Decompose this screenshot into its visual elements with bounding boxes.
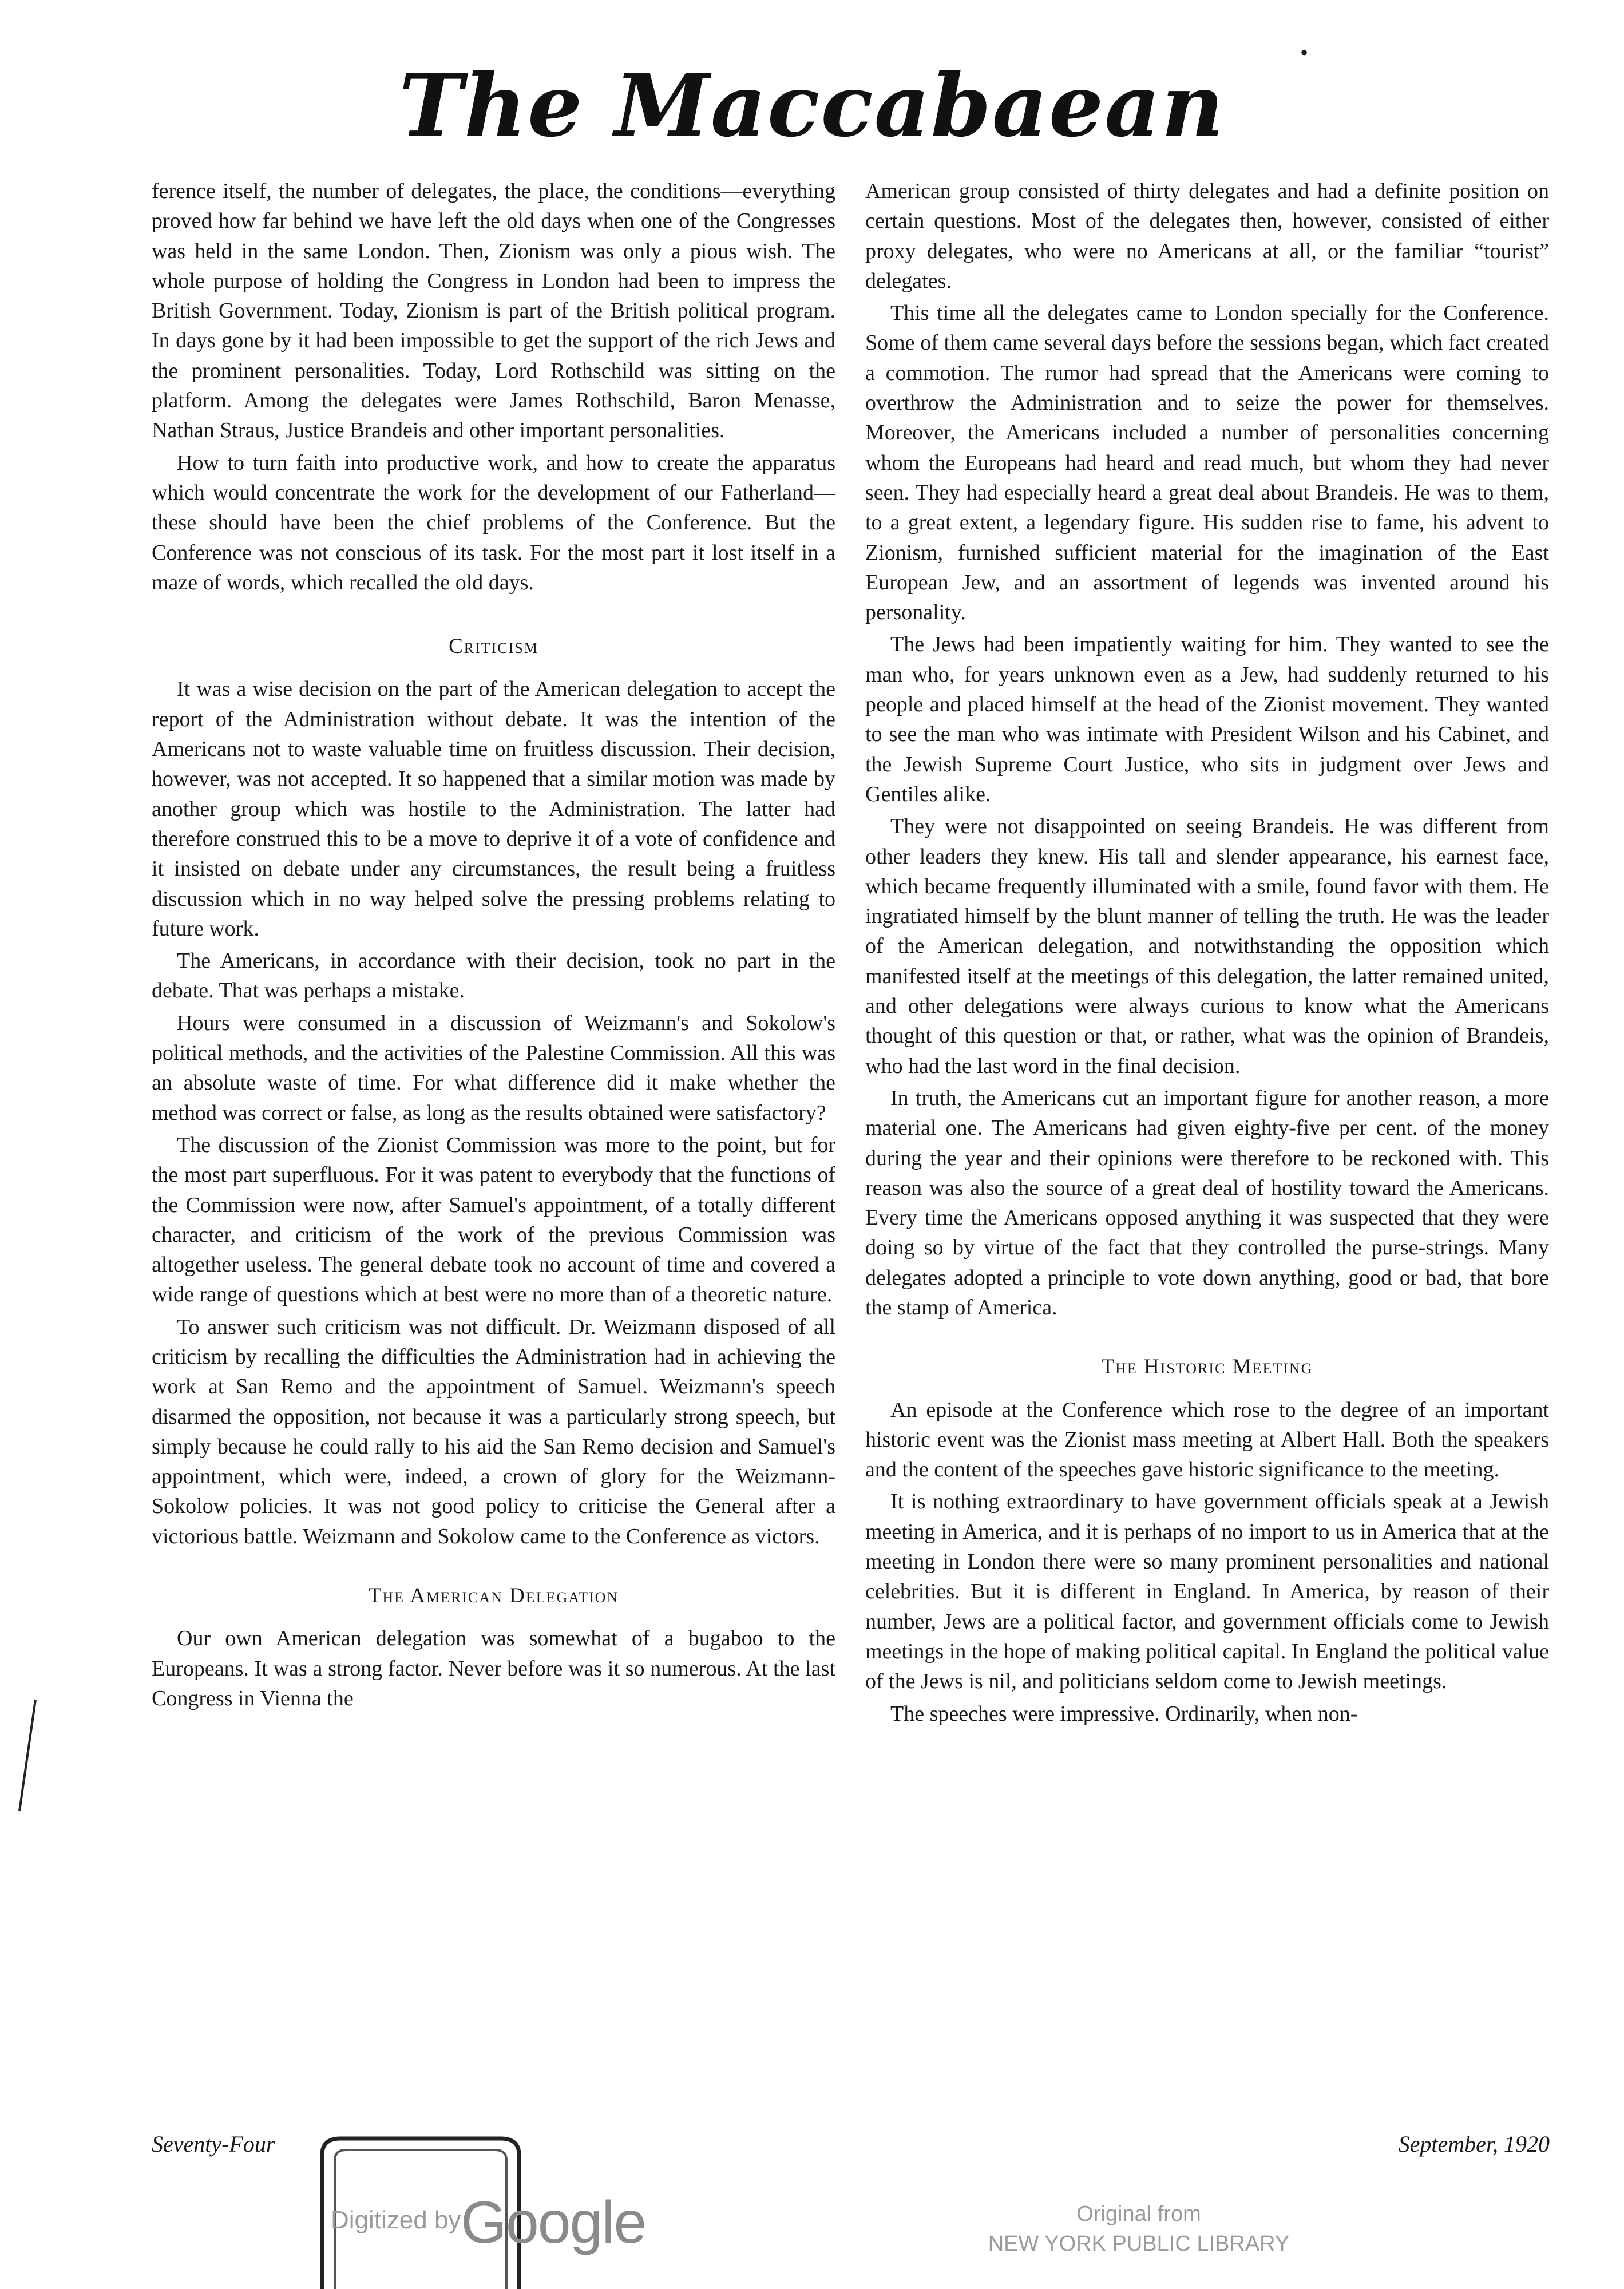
section-heading-criticism: Criticism — [449, 635, 538, 659]
right-column — [865, 176, 1549, 1731]
original-from-text: Original from — [1076, 2202, 1201, 2226]
library-name-text: NEW YORK PUBLIC LIBRARY — [988, 2232, 1290, 2256]
right-paragraph-8: The speeches were impressive. Ordinarily, when non- — [890, 1701, 1358, 1726]
left-paragraph-5: Hours were consumed in a discussion of Weizmann's and Sokolow's political methods, and the activities of the Palestine Commission. All this was an absolute waste of time. For what difference did it make whether the method was correct or false, as long as the results obtained were satisfactory? — [152, 1011, 835, 1125]
left-column — [152, 176, 835, 1716]
right-paragraph-2: This time all the delegates came to London specially for the Conference. Some of them came several days before the sessions began, which fact created a commotion. The rumor had spread that the Americans were coming to overthrow the Administration and to seize the power for themselves. Moreover, the Americans included a number of personalities concerning whom the Europeans had heard and read much, but whom they had never seen. They had especially heard a great deal about Brandeis. He was to them, to a great extent, a legendary figure. His sudden rise to fame, his advent to Zionism, furnished sufficient material for the imagination of the East European Jew, and an assortment of legends was invented around his personality. — [865, 301, 1549, 625]
left-paragraph-6: The discussion of the Zionist Commission was more to the point, but for the most part superfluous. For it was patent to everybody that the functions of the Commission were now, after Samuel's appointment, of a totally different character, and criticism of the work of the previous Commission was altogether useless. The general debate took no account of time and covered a wide range of questions which at best were no more than of a theoretic nature. — [152, 1132, 835, 1307]
scan-speck: • — [1300, 39, 1309, 65]
section-heading-american-delegation: The American Delegation — [368, 1584, 619, 1608]
masthead-title: The Maccabaean — [399, 56, 1225, 156]
margin-pencil-mark — [11, 1694, 46, 1820]
library-attribution — [973, 2199, 1305, 2259]
right-paragraph-3: The Jews had been impatiently waiting for him. They wanted to see the man who, for years unknown even as a Jew, had suddenly returned to his people and placed himself at the head of the Zionist movement. They wanted to see the man who was intimate with President Wilson and his Cabinet, and the Jewish Supreme Court Justice, who sits in judgment over Jews and Gentiles alike. — [865, 632, 1549, 806]
left-paragraph-4: The Americans, in accordance with their decision, took no part in the debate. That was perhaps a mistake. — [152, 949, 835, 1003]
right-paragraph-1: American group consisted of thirty delegates and had a definite position on certain questions. Most of the delegates then, however, consisted of either proxy delegates, who were no Americans at all, or the familiar “tourist” delegates. — [865, 179, 1549, 293]
right-paragraph-6: An episode at the Conference which rose to the degree of an important historic event was the Zionist mass meeting at Albert Hall. Both the speakers and the content of the speeches gave historic significance to the meeting. — [865, 1397, 1549, 1482]
digitized-by-text: Digitized by — [331, 2206, 461, 2234]
page-number-footer: Seventy-Four — [152, 2131, 275, 2157]
right-paragraph-7: It is nothing extraordinary to have government officials speak at a Jewish meeting in America, and it is perhaps of no import to us in America that at the meeting in London there were so many prominent personalities and national celebrities. But it is different in England. In America, by reason of their number, Jews are a political factor, and government officials come to Jewish meetings in the hope of making political capital. In England the political value of the Jews is nil, and politicians seldom come to Jewish meetings. — [865, 1490, 1549, 1694]
right-paragraph-5: In truth, the Americans cut an important figure for another reason, a more material one. The Americans had given eighty-five per cent. of the money during the year and their opinions were therefore to be reckoned with. This reason was also the source of a great deal of hostility toward the Americans. Every time the Americans opposed anything it was suspected that they were doing so by virtue of the fact that they controlled the purse-strings. Many delegates adopted a principle to vote down anything, good or bad, that bore the stamp of America. — [865, 1086, 1549, 1320]
section-heading-historic-meeting: The Historic Meeting — [1101, 1355, 1313, 1379]
left-paragraph-7: To answer such criticism was not difficult. Dr. Weizmann disposed of all criticism by recalling the difficulties the Administration had in achieving the work at San Remo and the appointment of Samuel. Weizmann's speech disarmed the opposition, not because it was a particularly strong speech, but simply because he could rally to his aid the San Remo decision and Samuel's appointment, which were, indeed, a crown of glory for the Weizmann-Sokolow policies. It was not good policy to criticise the General after a victorious battle. Weizmann and Sokolow came to the Conference as victors. — [152, 1314, 835, 1549]
right-paragraph-4: They were not disappointed on seeing Brandeis. He was different from other leaders they knew. His tall and slender appearance, his earnest face, which became frequently illuminated with a smile, found favor with them. He ingratiated himself by the blunt manner of telling the truth. He was the leader of the American delegation, and notwithstanding the opposition which manifested itself at the meetings of this delegation, the latter remained united, and other delegations were always curious to know what the Americans thought of this question or that, or rather, what was the opinion of Brandeis, who had the last word in the final decision. — [865, 814, 1549, 1078]
left-paragraph-2: How to turn faith into productive work, and how to create the apparatus which would concentrate the work for the development of our Fatherland—these should have been the chief problems of the Conference. But the Conference was not conscious of its task. For the most part it lost itself in a maze of words, which recalled the old days. — [152, 450, 835, 595]
left-paragraph-3: It was a wise decision on the part of the American delegation to accept the report of the Administration without debate. It was the intention of the Americans not to waste valuable time on fruitless discussion. Their decision, however, was not accepted. It so happened that a similar motion was made by another group which was hostile to the Administration. The latter had therefore construed this to be a move to deprive it of a vote of confidence and it insisted on debate under any circumstances, the result being a fruitless discussion which in no way helped solve the pressing problems relating to future work. — [152, 677, 835, 941]
google-logo: Google — [461, 2189, 646, 2256]
left-paragraph-8: Our own American delegation was somewhat of a bugaboo to the Europeans. It was a strong factor. Never before was it so numerous. At the last Congress in Vienna the — [152, 1626, 835, 1710]
left-paragraph-1: ference itself, the number of delegates, the place, the conditions—everything proved how far behind we have left the old days when one of the Congresses was held in the same London. Then, Zionism was only a pious wish. The whole purpose of holding the Congress in London had been to impress the British Government. Today, Zionism is part of the British political program. In days gone by it had been impossible to get the support of the rich Jews and the prominent personalities. Today, Lord Rothschild was sitting on the platform. Among the delegates were James Rothschild, Baron Menasse, Nathan Straus, Justice Brandeis and other important personalities. — [152, 179, 835, 443]
issue-date-footer: September, 1920 — [1398, 2131, 1550, 2157]
